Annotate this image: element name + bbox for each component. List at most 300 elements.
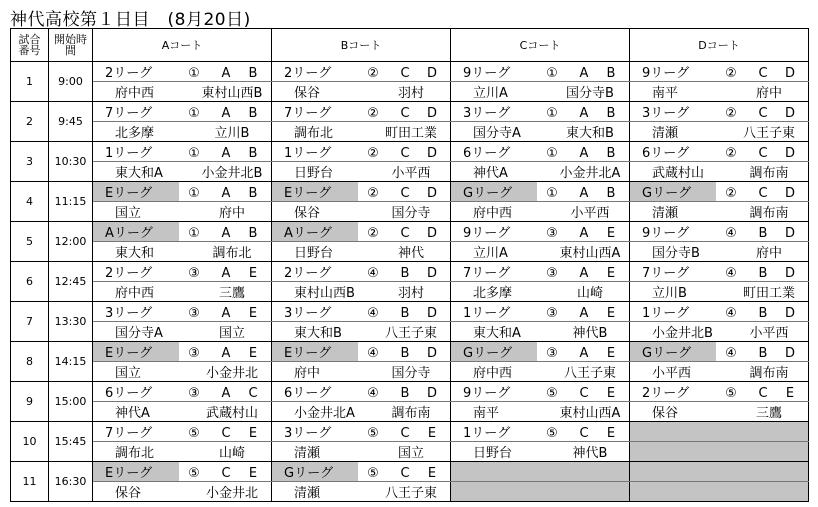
- match-code: [177, 186, 271, 201]
- match-teams: [272, 402, 451, 422]
- team-name-2: 東村山西A: [559, 246, 621, 261]
- league-label: 1リーグ: [463, 426, 511, 441]
- table-row: [11, 342, 809, 362]
- table-row: [11, 462, 809, 482]
- team-name-2: 羽村: [397, 286, 424, 301]
- match-info: [630, 302, 809, 322]
- league-label: 2リーグ: [284, 66, 332, 81]
- team-slot-a: C: [400, 106, 410, 121]
- header-court-b: Bコート: [272, 29, 451, 62]
- match-order: ⑤: [188, 466, 200, 481]
- match-order: ②: [367, 106, 379, 121]
- table-row-teams: [11, 122, 809, 142]
- match-info: [272, 62, 451, 82]
- match-teams: [93, 202, 272, 222]
- team-name-2: 三鷹: [755, 406, 782, 421]
- team-name-2: 調布南: [749, 166, 789, 181]
- team-name-2: 国立: [397, 446, 424, 461]
- team-name-2: 小金井北: [205, 486, 258, 501]
- table-row: [11, 382, 809, 402]
- match-teams: [630, 402, 809, 422]
- table-row: [11, 222, 809, 242]
- team-slot-a: C: [221, 426, 231, 441]
- team-name-2: 神代B: [572, 326, 608, 341]
- start-time: 15:00: [49, 382, 93, 422]
- match-info: [451, 102, 630, 122]
- team-slot-b: D: [784, 66, 795, 81]
- team-name-1: 南平: [652, 86, 679, 101]
- league-label: 1リーグ: [105, 146, 153, 161]
- team-name-1: 府中西: [473, 206, 513, 221]
- team-slot-a: A: [221, 386, 231, 401]
- league-label: Gリーグ: [463, 346, 513, 361]
- team-slot-b: E: [785, 386, 795, 401]
- league-label: 7リーグ: [105, 426, 153, 441]
- league-label: 2リーグ: [105, 266, 153, 281]
- match-info: [630, 262, 809, 282]
- match-info: [451, 262, 630, 282]
- match-number: 2: [11, 102, 49, 142]
- match-code: [535, 426, 629, 441]
- match-info: [630, 102, 809, 122]
- match-code: [356, 426, 450, 441]
- match-code: [714, 146, 808, 161]
- match-code: [535, 306, 629, 321]
- match-teams: [93, 82, 272, 102]
- team-slot-b: D: [426, 226, 437, 241]
- match-number: 9: [11, 382, 49, 422]
- team-name-1: 保谷: [115, 486, 142, 501]
- team-name-2: 調布南: [391, 406, 431, 421]
- team-slot-b: E: [427, 426, 437, 441]
- match-order: ⑤: [188, 426, 200, 441]
- team-name-2: 小平西: [749, 326, 789, 341]
- match-teams: [272, 162, 451, 182]
- team-slot-a: C: [400, 186, 410, 201]
- match-teams: [451, 122, 630, 142]
- league-label: Gリーグ: [642, 186, 692, 201]
- match-info: [93, 222, 272, 242]
- league-label: Gリーグ: [642, 346, 692, 361]
- team-slot-a: C: [758, 386, 768, 401]
- match-order: ③: [546, 226, 558, 241]
- team-slot-b: E: [248, 266, 258, 281]
- match-order: ②: [367, 186, 379, 201]
- match-info: [272, 222, 451, 242]
- match-order: ⑤: [546, 426, 558, 441]
- header-row: [11, 29, 809, 62]
- match-code: [535, 106, 629, 121]
- match-info: [272, 302, 451, 322]
- team-slot-b: E: [606, 386, 616, 401]
- header-court-c: Cコート: [451, 29, 630, 62]
- match-teams: [272, 122, 451, 142]
- match-order: ⑤: [367, 426, 379, 441]
- match-number: 5: [11, 222, 49, 262]
- match-code: [714, 66, 808, 81]
- table-row-teams: [11, 362, 809, 382]
- match-info: [451, 302, 630, 322]
- start-time: 16:30: [49, 462, 93, 502]
- match-info: [630, 62, 809, 82]
- table-row-teams: [11, 482, 809, 502]
- team-slot-b: D: [426, 66, 437, 81]
- team-slot-b: E: [248, 426, 258, 441]
- team-name-2: 町田工業: [384, 126, 437, 141]
- team-slot-b: E: [248, 346, 258, 361]
- league-label: 9リーグ: [642, 66, 690, 81]
- league-label: 7リーグ: [105, 106, 153, 121]
- team-slot-a: A: [579, 186, 589, 201]
- match-teams: [630, 162, 809, 182]
- team-name-1: 東大和B: [294, 326, 342, 341]
- match-info: [272, 422, 451, 442]
- team-slot-a: C: [758, 146, 768, 161]
- team-slot-a: A: [579, 346, 589, 361]
- match-info: [451, 142, 630, 162]
- league-label: 6リーグ: [463, 146, 511, 161]
- team-name-1: 東大和A: [473, 326, 521, 341]
- team-slot-b: D: [426, 186, 437, 201]
- table-row-teams: [11, 322, 809, 342]
- header-start-time: 開始時 間: [49, 29, 93, 62]
- match-teams: [272, 282, 451, 302]
- match-number: 6: [11, 262, 49, 302]
- match-code: [356, 106, 450, 121]
- team-name-2: 山崎: [218, 446, 245, 461]
- team-name-2: 府中: [755, 86, 782, 101]
- match-teams: [93, 242, 272, 262]
- team-slot-b: E: [606, 346, 616, 361]
- team-slot-a: C: [758, 66, 768, 81]
- table-row: [11, 62, 809, 82]
- team-name-1: 小金井北B: [652, 326, 713, 341]
- table-row-teams: [11, 82, 809, 102]
- empty-slot: [630, 482, 809, 502]
- match-teams: [630, 202, 809, 222]
- match-code: [356, 386, 450, 401]
- table-row-teams: [11, 282, 809, 302]
- match-teams: [630, 362, 809, 382]
- team-name-1: 神代A: [473, 166, 508, 181]
- start-time: 15:45: [49, 422, 93, 462]
- team-slot-b: B: [248, 146, 258, 161]
- match-order: ④: [367, 346, 379, 361]
- league-label: 3リーグ: [284, 426, 332, 441]
- match-order: ③: [188, 386, 200, 401]
- league-label: 1リーグ: [463, 306, 511, 321]
- match-number: 3: [11, 142, 49, 182]
- header-match-number: 試合 番号: [11, 29, 49, 62]
- match-order: ①: [546, 106, 558, 121]
- team-slot-a: B: [400, 386, 410, 401]
- team-name-2: 小平西: [570, 206, 610, 221]
- team-name-2: 神代: [397, 246, 424, 261]
- match-order: ③: [188, 346, 200, 361]
- league-label: 9リーグ: [463, 226, 511, 241]
- match-code: [356, 346, 450, 361]
- league-label: 1リーグ: [642, 306, 690, 321]
- match-teams: [93, 282, 272, 302]
- match-teams: [451, 442, 630, 462]
- league-label: 6リーグ: [105, 386, 153, 401]
- start-time: 9:00: [49, 62, 93, 102]
- team-slot-a: C: [400, 66, 410, 81]
- match-code: [535, 66, 629, 81]
- team-name-2: 小金井北B: [201, 166, 263, 181]
- match-teams: [451, 82, 630, 102]
- team-slot-a: A: [579, 266, 589, 281]
- team-name-1: 日野台: [473, 446, 513, 461]
- team-slot-b: E: [427, 466, 437, 481]
- team-name-1: 立川A: [473, 246, 508, 261]
- team-name-2: 三鷹: [218, 286, 245, 301]
- match-order: ②: [725, 146, 737, 161]
- start-time: 12:00: [49, 222, 93, 262]
- team-slot-a: A: [221, 226, 231, 241]
- team-slot-a: C: [579, 426, 589, 441]
- team-name-1: 国分寺B: [652, 246, 700, 261]
- league-label: 7リーグ: [463, 266, 511, 281]
- match-code: [714, 386, 808, 401]
- match-code: [714, 306, 808, 321]
- team-name-2: 東村山西B: [201, 86, 263, 101]
- match-order: ①: [546, 146, 558, 161]
- team-slot-b: D: [426, 106, 437, 121]
- match-code: [177, 386, 271, 401]
- match-order: ②: [367, 226, 379, 241]
- league-label: Eリーグ: [284, 186, 332, 201]
- match-order: ④: [367, 386, 379, 401]
- match-teams: [451, 322, 630, 342]
- table-row: [11, 302, 809, 322]
- match-info: [451, 342, 630, 362]
- match-code: [177, 106, 271, 121]
- match-number: 7: [11, 302, 49, 342]
- match-order: ①: [188, 66, 200, 81]
- team-slot-b: E: [248, 466, 258, 481]
- match-teams: [451, 282, 630, 302]
- team-slot-b: D: [784, 306, 795, 321]
- team-name-2: 小平西: [391, 166, 431, 181]
- match-order: ①: [188, 186, 200, 201]
- match-order: ①: [188, 226, 200, 241]
- match-number: 1: [11, 62, 49, 102]
- team-name-2: 小金井北: [205, 366, 258, 381]
- match-order: ①: [546, 66, 558, 81]
- team-name-2: 町田工業: [742, 286, 795, 301]
- team-slot-a: A: [579, 66, 589, 81]
- team-name-1: 保谷: [294, 86, 321, 101]
- match-order: ②: [367, 66, 379, 81]
- team-name-2: 八王子東: [384, 486, 437, 501]
- match-teams: [272, 482, 451, 502]
- match-teams: [93, 322, 272, 342]
- team-name-2: 国立: [218, 326, 245, 341]
- team-slot-a: C: [579, 386, 589, 401]
- match-order: ①: [188, 106, 200, 121]
- team-slot-a: B: [400, 306, 410, 321]
- team-name-2: 国分寺: [391, 206, 431, 221]
- match-teams: [451, 202, 630, 222]
- league-label: Eリーグ: [105, 346, 153, 361]
- team-slot-a: C: [400, 426, 410, 441]
- match-info: [93, 382, 272, 402]
- team-slot-b: D: [784, 106, 795, 121]
- match-info: [451, 382, 630, 402]
- team-name-1: 日野台: [294, 246, 334, 261]
- match-teams: [272, 202, 451, 222]
- team-slot-a: C: [758, 186, 768, 201]
- team-slot-a: C: [221, 466, 231, 481]
- match-info: [272, 342, 451, 362]
- table-row-teams: [11, 202, 809, 222]
- league-label: 7リーグ: [284, 106, 332, 121]
- team-slot-b: B: [248, 226, 258, 241]
- match-info: [272, 182, 451, 202]
- match-code: [714, 226, 808, 241]
- team-name-1: 調布北: [294, 126, 334, 141]
- team-name-1: 小金井北A: [294, 406, 355, 421]
- match-info: [93, 142, 272, 162]
- match-code: [535, 386, 629, 401]
- team-name-1: 清瀬: [652, 206, 679, 221]
- team-slot-a: B: [400, 266, 410, 281]
- match-info: [630, 382, 809, 402]
- table-row: [11, 142, 809, 162]
- team-slot-a: A: [579, 306, 589, 321]
- empty-slot: [630, 462, 809, 482]
- league-label: Eリーグ: [105, 466, 153, 481]
- team-name-2: 東大和B: [566, 126, 614, 141]
- match-code: [356, 466, 450, 481]
- match-teams: [272, 322, 451, 342]
- match-order: ①: [546, 186, 558, 201]
- team-name-1: 府中西: [473, 366, 513, 381]
- match-code: [714, 186, 808, 201]
- team-name-2: 小金井北A: [559, 166, 621, 181]
- match-info: [93, 462, 272, 482]
- team-name-2: 国分寺: [391, 366, 431, 381]
- match-order: ⑤: [546, 386, 558, 401]
- start-time: 11:15: [49, 182, 93, 222]
- league-label: Eリーグ: [105, 186, 153, 201]
- team-name-1: 府中西: [115, 286, 155, 301]
- match-order: ③: [188, 306, 200, 321]
- team-name-2: 調布南: [749, 366, 789, 381]
- league-label: 7リーグ: [642, 266, 690, 281]
- match-teams: [630, 242, 809, 262]
- match-info: [630, 342, 809, 362]
- team-name-1: 北多摩: [473, 286, 513, 301]
- match-teams: [630, 82, 809, 102]
- team-name-1: 神代A: [115, 406, 150, 421]
- table-row-teams: [11, 242, 809, 262]
- team-name-1: 東大和A: [115, 166, 163, 181]
- league-label: 3リーグ: [463, 106, 511, 121]
- team-slot-a: C: [400, 226, 410, 241]
- start-time: 10:30: [49, 142, 93, 182]
- team-name-1: 南平: [473, 406, 500, 421]
- team-name-1: 武蔵村山: [652, 166, 705, 181]
- league-label: 1リーグ: [284, 146, 332, 161]
- team-slot-b: D: [426, 306, 437, 321]
- match-order: ④: [725, 306, 737, 321]
- match-teams: [451, 362, 630, 382]
- match-teams: [630, 282, 809, 302]
- team-slot-a: A: [221, 66, 231, 81]
- team-name-2: 府中: [755, 246, 782, 261]
- match-code: [356, 186, 450, 201]
- team-slot-b: D: [784, 146, 795, 161]
- team-name-1: 保谷: [652, 406, 679, 421]
- team-name-2: 国分寺B: [566, 86, 614, 101]
- match-teams: [451, 162, 630, 182]
- schedule-table: [10, 28, 809, 502]
- league-label: 2リーグ: [284, 266, 332, 281]
- team-name-1: 東村山西B: [294, 286, 355, 301]
- team-slot-a: C: [400, 146, 410, 161]
- table-row-teams: [11, 162, 809, 182]
- team-name-1: 府中西: [115, 86, 155, 101]
- team-name-2: 八王子東: [742, 126, 795, 141]
- header-court-d: Dコート: [630, 29, 809, 62]
- team-slot-b: B: [248, 106, 258, 121]
- start-time: 14:15: [49, 342, 93, 382]
- team-name-2: 立川B: [214, 126, 250, 141]
- header-court-a: Aコート: [93, 29, 272, 62]
- table-row-teams: [11, 402, 809, 422]
- team-name-1: 国分寺A: [473, 126, 521, 141]
- team-slot-a: B: [758, 226, 768, 241]
- match-teams: [93, 362, 272, 382]
- match-code: [535, 186, 629, 201]
- match-teams: [272, 82, 451, 102]
- league-label: 3リーグ: [642, 106, 690, 121]
- match-info: [451, 182, 630, 202]
- team-name-1: 清瀬: [652, 126, 679, 141]
- start-time: 13:30: [49, 302, 93, 342]
- empty-slot: [630, 422, 809, 442]
- league-label: 9リーグ: [463, 386, 511, 401]
- team-slot-b: E: [606, 426, 616, 441]
- league-label: 9リーグ: [463, 66, 511, 81]
- match-code: [356, 226, 450, 241]
- match-info: [630, 182, 809, 202]
- team-slot-b: C: [248, 386, 258, 401]
- league-label: 3リーグ: [105, 306, 153, 321]
- table-row: [11, 262, 809, 282]
- match-code: [177, 306, 271, 321]
- team-name-1: 東大和: [115, 246, 155, 261]
- table-row: [11, 182, 809, 202]
- team-name-1: 保谷: [294, 206, 321, 221]
- match-code: [535, 266, 629, 281]
- team-slot-b: D: [784, 346, 795, 361]
- match-teams: [272, 242, 451, 262]
- team-slot-b: E: [606, 306, 616, 321]
- match-order: ①: [188, 146, 200, 161]
- team-name-1: 国分寺A: [115, 326, 163, 341]
- team-name-1: 国立: [115, 206, 142, 221]
- team-name-2: 武蔵村山: [205, 406, 258, 421]
- team-slot-b: B: [606, 106, 616, 121]
- league-label: 3リーグ: [284, 306, 332, 321]
- match-number: 8: [11, 342, 49, 382]
- team-name-2: 府中: [218, 206, 245, 221]
- team-slot-a: B: [758, 266, 768, 281]
- match-order: ②: [367, 146, 379, 161]
